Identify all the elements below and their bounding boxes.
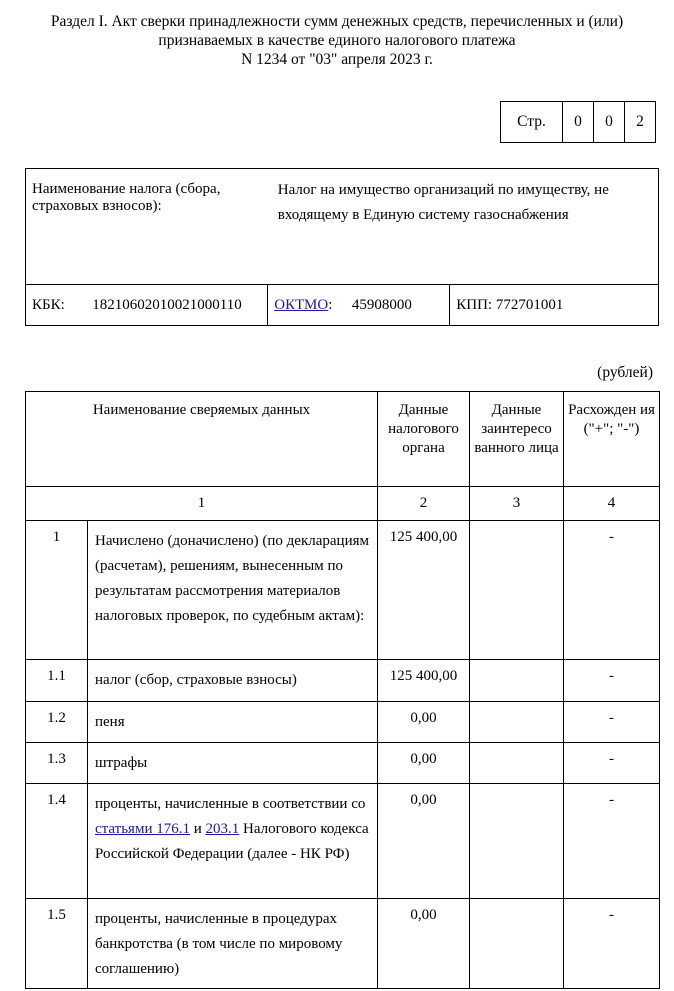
interested-party-value — [470, 702, 564, 743]
oktmo-cell — [268, 285, 450, 326]
kbk-cell — [26, 285, 268, 326]
col-number-2: 2 — [378, 487, 470, 521]
title-line-1: Раздел I. Акт сверки принадлежности сумм денежных средств, перечисленных и (или) — [50, 13, 624, 30]
page-digit-3: 2 — [625, 102, 656, 143]
diff-value: - — [564, 702, 660, 743]
diff-value: - — [564, 784, 660, 899]
page-digit-2: 0 — [594, 102, 625, 143]
row-name-text: проценты, начисленные в соответствии со — [95, 796, 366, 812]
col-number-3: 3 — [470, 487, 564, 521]
oktmo-value: 45908000 — [351, 296, 412, 313]
page-number-box — [500, 101, 656, 143]
page-digit-1: 0 — [563, 102, 594, 143]
row-name-text: и — [193, 821, 202, 837]
row-number: 1.2 — [26, 702, 88, 743]
row-name: штрафы — [88, 743, 378, 784]
tax-authority-value: 0,00 — [378, 743, 470, 784]
article-203-1-link[interactable]: 203.1 — [205, 821, 240, 837]
diff-value: - — [564, 521, 660, 660]
kpp-label: КПП: — [456, 296, 493, 313]
table-row — [26, 702, 660, 743]
table-header-row — [26, 392, 660, 487]
column-number-row — [26, 487, 660, 521]
tax-authority-value: 0,00 — [378, 899, 470, 989]
tax-name-label: Наименование налога (сбора, страховых взносов): — [26, 169, 268, 285]
diff-value: - — [564, 899, 660, 989]
title-line-2: признаваемых в качестве единого налогового платежа — [158, 32, 516, 49]
unit-label: (рублей) — [597, 364, 653, 381]
row-name: Начислено (доначислено) (по декларациям (расчетам), решениям, вынесенным по результатам рассмотрения материалов налоговых проверок, по судебным актам): — [88, 521, 378, 660]
header-diff: Расхожден ия ("+"; "-") — [564, 392, 660, 487]
row-name — [88, 784, 378, 899]
interested-party-value — [470, 521, 564, 660]
header-interested-party: Данные заинтересо ванного лица — [470, 392, 564, 487]
row-number: 1 — [26, 521, 88, 660]
interested-party-value — [470, 899, 564, 989]
tax-authority-value: 0,00 — [378, 784, 470, 899]
interested-party-value — [470, 743, 564, 784]
tax-name-value: Налог на имущество организаций по имуществу, не входящему в Единую систему газоснабжения — [268, 169, 659, 285]
row-name: налог (сбор, страховые взносы) — [88, 660, 378, 702]
oktmo-link[interactable]: ОКТМО — [274, 296, 329, 313]
interested-party-value — [470, 784, 564, 899]
document-title — [10, 12, 664, 69]
row-name: проценты, начисленные в процедурах банкротства (в том числе по мировому соглашению) — [88, 899, 378, 989]
title-line-3: N 1234 от "03" апреля 2023 г. — [241, 51, 433, 68]
interested-party-value — [470, 660, 564, 702]
col-number-1: 1 — [26, 487, 378, 521]
tax-info-table — [25, 168, 659, 326]
kbk-label: КБК: — [32, 296, 65, 313]
diff-value: - — [564, 743, 660, 784]
kpp-value: 772701001 — [495, 296, 564, 313]
header-tax-authority: Данные налогового органа — [378, 392, 470, 487]
row-name-text: Налогового кодекса Российской Федерации (далее - НК РФ) — [95, 821, 369, 862]
tax-authority-value: 125 400,00 — [378, 660, 470, 702]
table-row — [26, 521, 660, 660]
kbk-value: 18210602010021000110 — [92, 296, 242, 313]
row-number: 1.1 — [26, 660, 88, 702]
row-number: 1.4 — [26, 784, 88, 899]
col-number-4: 4 — [564, 487, 660, 521]
oktmo-colon: : — [328, 296, 333, 313]
page-label: Стр. — [501, 102, 563, 143]
article-176-1-link[interactable]: статьями 176.1 — [95, 821, 190, 837]
diff-value: - — [564, 660, 660, 702]
table-row — [26, 784, 660, 899]
header-name: Наименование сверяемых данных — [26, 392, 378, 487]
reconciliation-table — [25, 391, 660, 989]
tax-authority-value: 0,00 — [378, 702, 470, 743]
row-number: 1.5 — [26, 899, 88, 989]
row-name: пеня — [88, 702, 378, 743]
tax-authority-value: 125 400,00 — [378, 521, 470, 660]
kpp-cell — [450, 285, 659, 326]
table-row — [26, 743, 660, 784]
table-row — [26, 660, 660, 702]
row-number: 1.3 — [26, 743, 88, 784]
table-row — [26, 899, 660, 989]
